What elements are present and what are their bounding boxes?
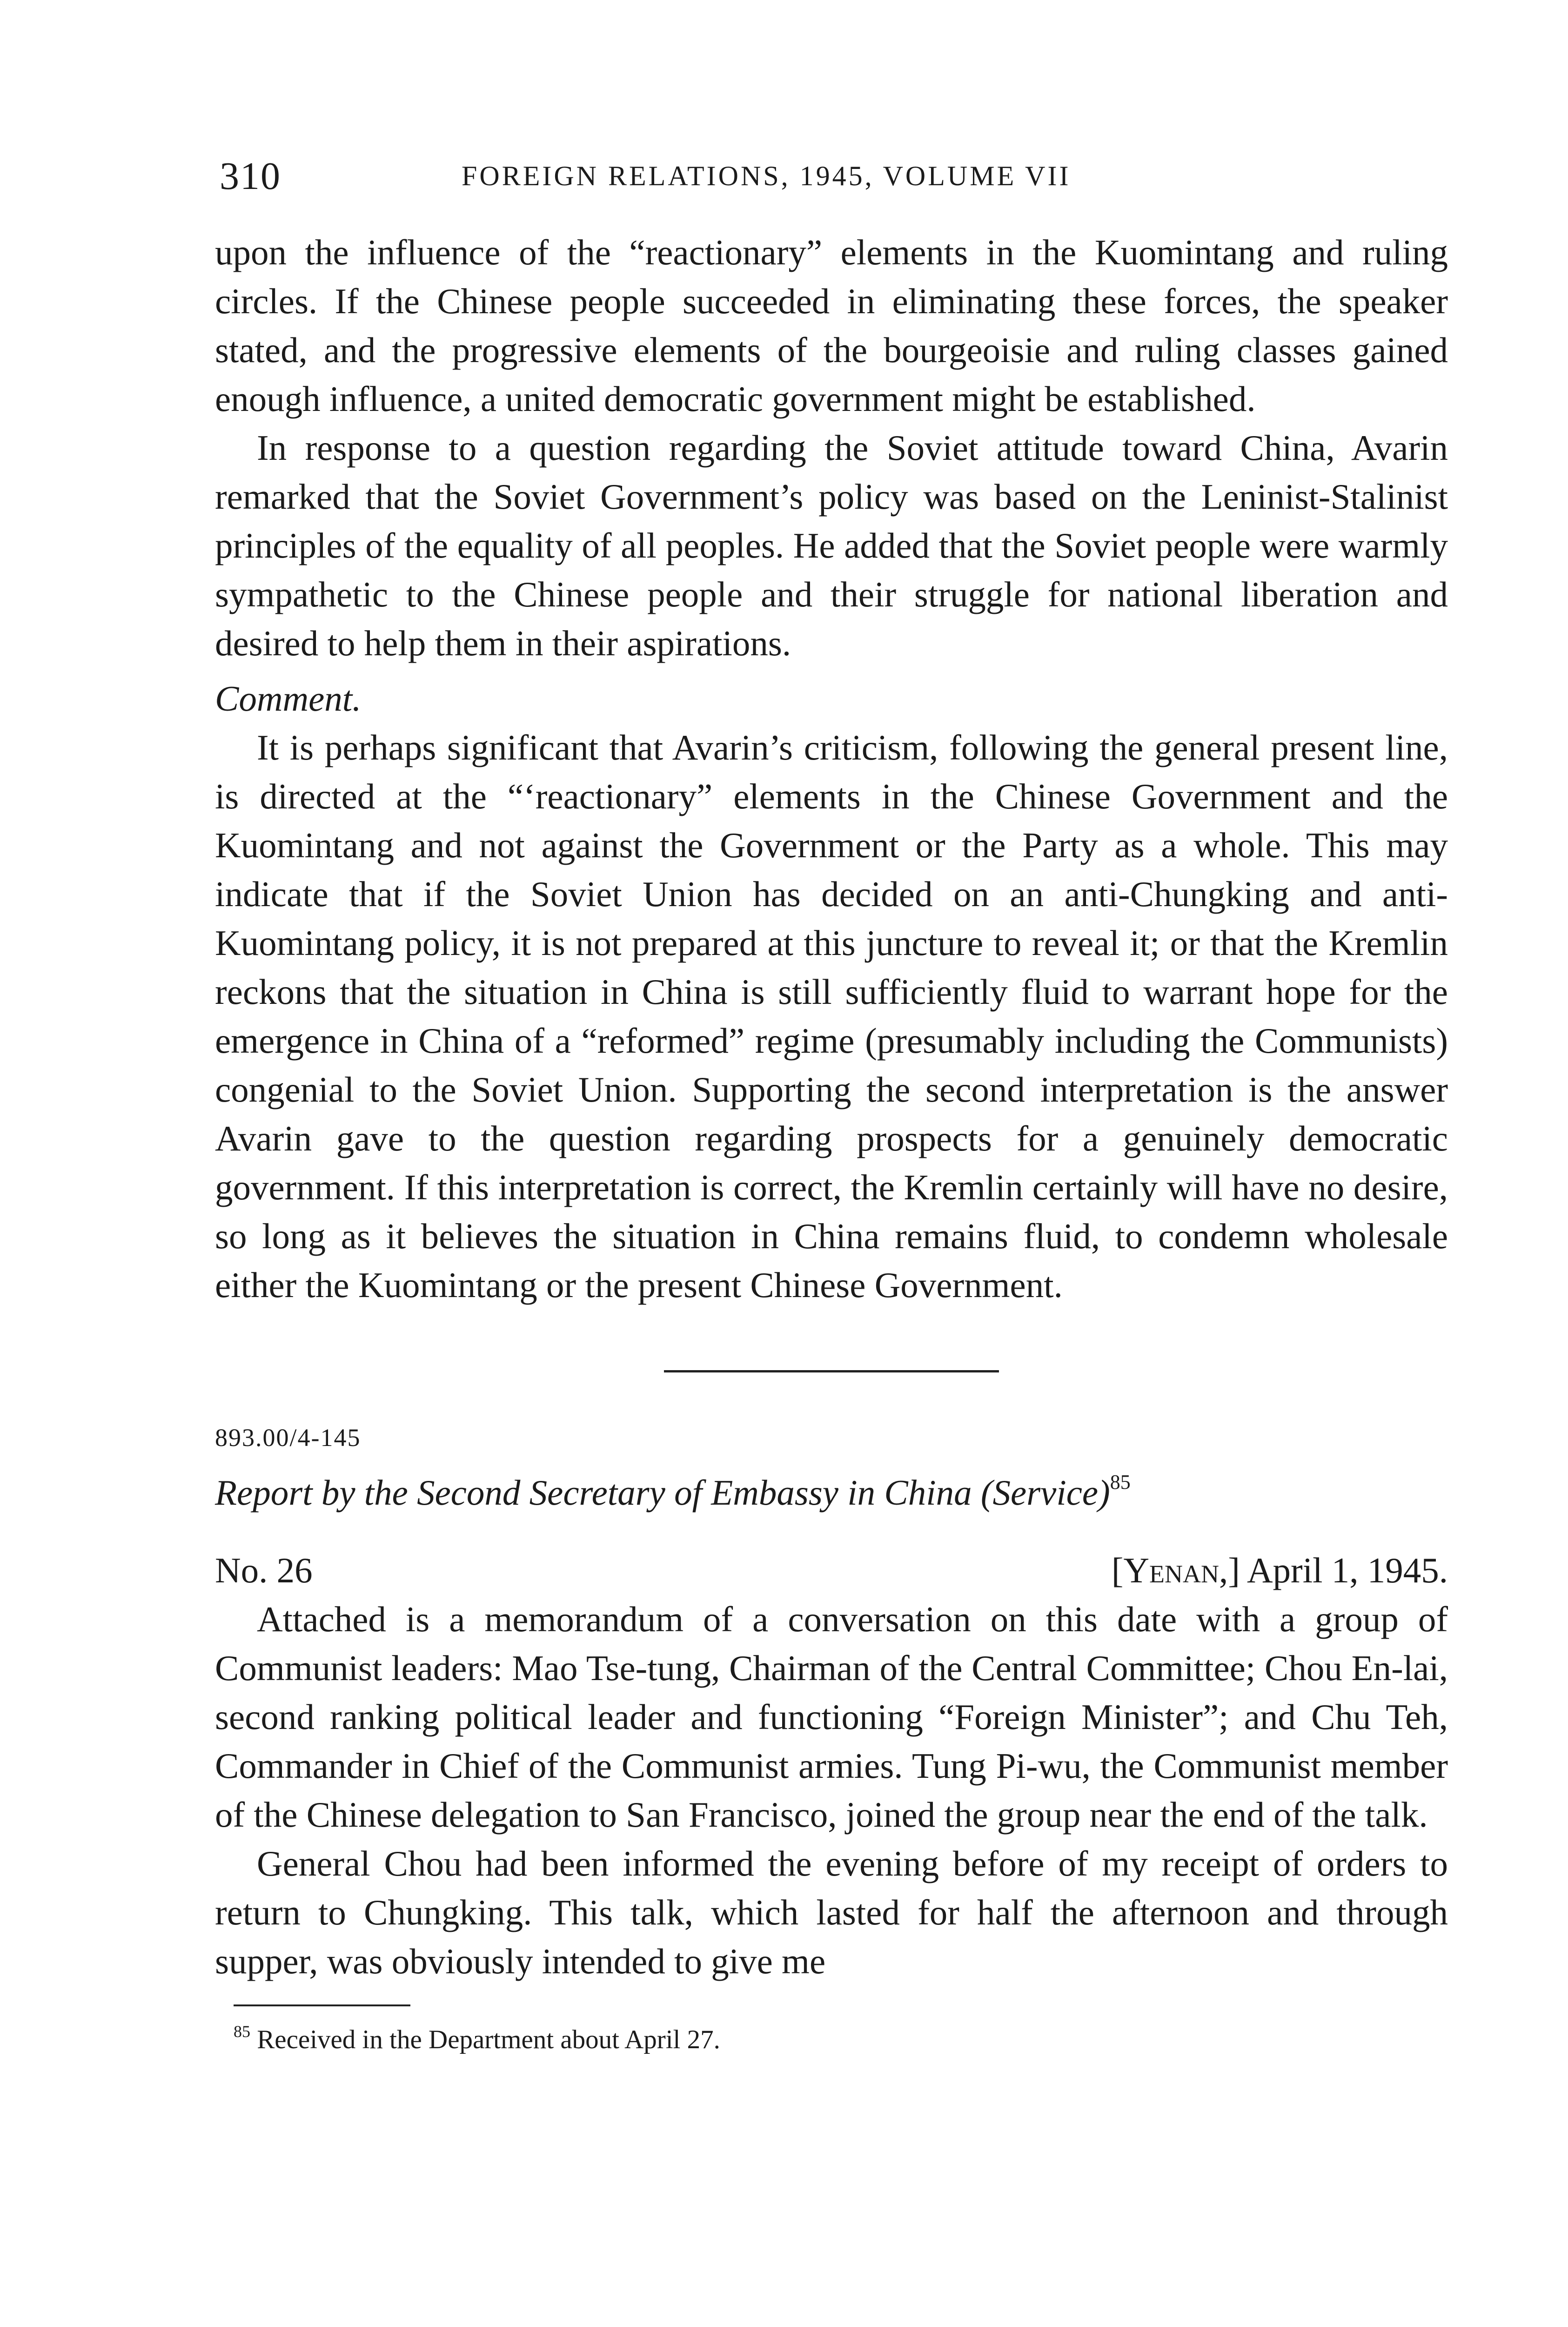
dateline <box>215 1546 1448 1595</box>
running-head: FOREIGN RELATIONS, 1945, VOLUME VII <box>462 161 1071 191</box>
paragraph-memorandum: Attached is a memorandum of a conversation on this date with a group of Communist leaders: Mao Tse-tung, Chairman of the Central Committee; Chou En-lai, second ranking political leader and functioning “Foreign Minister”; and Chu Teh, Commander in Chief of the Communist armies. Tung Pi-wu, the Communist member of the Chinese delegation to San Francisco, joined the group near the end of the talk. <box>215 1599 1448 1835</box>
paragraph-general-chou: General Chou had been informed the evening before of my receipt of orders to return to Chungking. This talk, which lasted for half the afternoon and through supper, was obviously intended to give me <box>215 1843 1448 1981</box>
report-title <box>215 1468 1448 1517</box>
footnote <box>234 2021 1448 2058</box>
page-body <box>215 228 1448 2058</box>
footnote-marker: 85 <box>234 2022 250 2041</box>
comment-heading: Comment. <box>215 679 362 719</box>
place-date <box>1112 1546 1448 1595</box>
paragraph-comment: It is perhaps significant that Avarin’s criticism, following the general present line, is directed at the “‘reactionary” elements in the Chinese Government and the Kuomintang and not against the Government or the Party as a whole. This may indicate that if the Soviet Union has decided on an anti-Chungking and anti-Kuomintang policy, it is not prepared at this juncture to reveal it; or that the Kremlin reckons that the situation in China is still sufficiently fluid to warrant hope for the emergence in China of a “reformed” regime (presumably including the Communists) congenial to the Soviet Union. Supporting the second interpretation is the answer Avarin gave to the question regarding prospects for a genuinely democratic government. If this interpretation is correct, the Kremlin certainly will have no desire, so long as it believes the situation in China remains fluid, to condemn wholesale either the Kuomintang or the present Chinese Government. <box>215 727 1448 1305</box>
date: April 1, 1945. <box>1246 1550 1448 1590</box>
section-divider <box>664 1370 999 1372</box>
file-number: 893.00/4-145 <box>215 1424 361 1452</box>
footnote-text: Received in the Department about April 27. <box>257 2025 720 2054</box>
paragraph-soviet-attitude: In response to a question regarding the Soviet attitude toward China, Avarin remarked that the Soviet Government’s policy was based on the Leninist-Stalinist principles of the equality of all peoples. He added that the Soviet people were warmly sympathetic to the Chinese people and their struggle for national liberation and desired to help them in their aspirations. <box>215 428 1448 663</box>
page-header <box>220 154 1448 209</box>
document-number: No. 26 <box>215 1550 313 1590</box>
report-title-text: Report by the Second Secretary of Embassy in China (Service) <box>215 1473 1110 1513</box>
place: [Yenan,] <box>1111 1550 1240 1590</box>
footnote-ref: 85 <box>1110 1471 1131 1493</box>
paragraph-continued: upon the influence of the “reactionary” elements in the Kuomintang and ruling circles. If the Chinese people succeeded in eliminating these forces, the speaker stated, and the progressive elements of the bourgeoisie and ruling classes gained enough influence, a united democratic government might be established. <box>215 232 1448 419</box>
footnote-rule <box>234 2004 410 2006</box>
page-number: 310 <box>220 155 281 198</box>
